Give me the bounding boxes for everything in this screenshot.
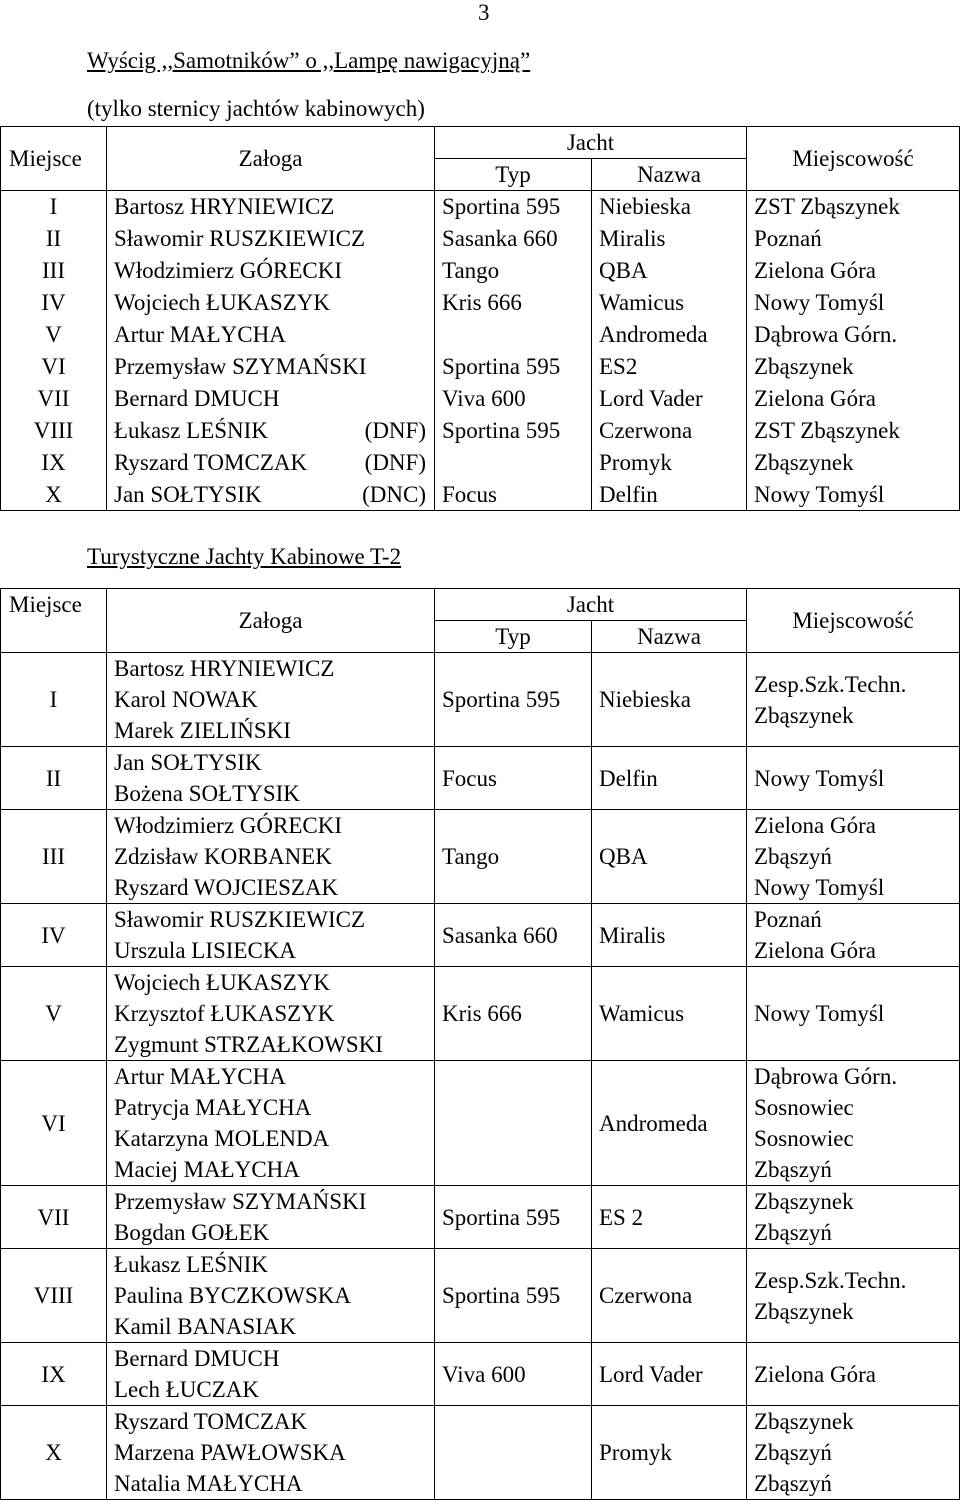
yacht-type-cell: Sasanka 660 bbox=[435, 223, 592, 255]
crew-cell bbox=[107, 287, 435, 319]
crew-cell bbox=[107, 415, 435, 447]
crew-cell bbox=[107, 747, 435, 810]
town-line: Zbąszyń bbox=[754, 1157, 832, 1182]
yacht-type-cell: Sasanka 660 bbox=[435, 904, 592, 967]
yacht-name-cell: Lord Vader bbox=[592, 1343, 747, 1406]
table-row bbox=[1, 287, 960, 319]
town-cell bbox=[747, 810, 960, 904]
town-cell bbox=[747, 967, 960, 1061]
town-line: Zbąszyń bbox=[754, 1440, 832, 1465]
town-cell: Zbąszynek bbox=[747, 447, 960, 479]
crew-cell bbox=[107, 479, 435, 511]
crew-member: Natalia MAŁYCHA bbox=[114, 1471, 303, 1496]
table-row bbox=[1, 904, 960, 967]
town-cell bbox=[747, 1186, 960, 1249]
header-type: Typ bbox=[435, 159, 592, 191]
header-place: Miejsce bbox=[1, 127, 107, 191]
town-line: Zielona Góra bbox=[754, 938, 876, 963]
town-line: Zesp.Szk.Techn. bbox=[754, 1267, 907, 1293]
place-cell: X bbox=[1, 479, 107, 511]
yacht-type-cell: Tango bbox=[435, 255, 592, 287]
crew-cell bbox=[107, 1186, 435, 1249]
place-cell: VII bbox=[1, 1186, 107, 1249]
crew-member: Maciej MAŁYCHA bbox=[114, 1157, 300, 1182]
table-row bbox=[1, 383, 960, 415]
town-cell: ZST Zbąszynek bbox=[747, 191, 960, 223]
header-yacht: Jacht bbox=[435, 127, 747, 159]
town-cell bbox=[747, 1061, 960, 1186]
crew-cell bbox=[107, 191, 435, 223]
yacht-type-cell bbox=[435, 1061, 592, 1186]
town-line: Zesp.Szk.Techn. bbox=[754, 671, 907, 697]
table-row bbox=[1, 319, 960, 351]
crew-member: Łukasz LEŚNIK bbox=[114, 1252, 268, 1277]
crew-member: Jan SOŁTYSIK bbox=[114, 750, 262, 775]
crew-cell bbox=[107, 653, 435, 747]
crew-member: Marzena PAWŁOWSKA bbox=[114, 1440, 346, 1465]
crew-cell bbox=[107, 1343, 435, 1406]
header-town: Miejscowość bbox=[747, 127, 960, 191]
place-cell: III bbox=[1, 255, 107, 287]
crew-member: Zdzisław KORBANEK bbox=[114, 844, 332, 869]
yacht-type-cell: Sportina 595 bbox=[435, 415, 592, 447]
table-row bbox=[1, 191, 960, 223]
crew-member: Katarzyna MOLENDA bbox=[114, 1126, 330, 1151]
table-row bbox=[1, 810, 960, 904]
town-cell: Poznań bbox=[747, 223, 960, 255]
crew-cell bbox=[107, 319, 435, 351]
yacht-type-cell bbox=[435, 447, 592, 479]
table-row bbox=[1, 447, 960, 479]
town-line: Zbąszynek bbox=[754, 1189, 854, 1214]
yacht-type-cell: Focus bbox=[435, 747, 592, 810]
yacht-type-cell: Sportina 595 bbox=[435, 191, 592, 223]
crew-name: Ryszard TOMCZAK bbox=[114, 449, 308, 475]
crew-name: Włodzimierz GÓRECKI bbox=[114, 257, 343, 283]
town-line: Poznań bbox=[754, 907, 822, 932]
place-cell: VIII bbox=[1, 415, 107, 447]
yacht-name-cell: Niebieska bbox=[592, 191, 747, 223]
crew-member: Włodzimierz GÓRECKI bbox=[114, 813, 343, 838]
yacht-name-cell: Czerwona bbox=[592, 1249, 747, 1343]
town-cell bbox=[747, 1343, 960, 1406]
section1-title: Wyścig ,,Samotników” o ,,Lampę nawigacyjną” bbox=[87, 48, 531, 73]
header-yacht: Jacht bbox=[435, 589, 747, 621]
table-row bbox=[1, 1249, 960, 1343]
yacht-type-cell: Sportina 595 bbox=[435, 653, 592, 747]
results-table-1 bbox=[0, 126, 960, 511]
yacht-name-cell: Miralis bbox=[592, 223, 747, 255]
status-note: (DNF) bbox=[364, 417, 426, 443]
town-cell: Zbąszynek bbox=[747, 351, 960, 383]
town-cell: Zielona Góra bbox=[747, 383, 960, 415]
town-line: Sosnowiec bbox=[754, 1095, 854, 1120]
crew-cell bbox=[107, 1249, 435, 1343]
yacht-name-cell: Niebieska bbox=[592, 653, 747, 747]
crew-member: Paulina BYCZKOWSKA bbox=[114, 1283, 352, 1308]
crew-member: Bernard DMUCH bbox=[114, 1346, 280, 1371]
place-cell: IX bbox=[1, 1343, 107, 1406]
status-note: (DNC) bbox=[362, 481, 426, 507]
yacht-name-cell: Lord Vader bbox=[592, 383, 747, 415]
town-line: Zbąszynek bbox=[754, 702, 854, 728]
header-type: Typ bbox=[435, 621, 592, 653]
crew-cell bbox=[107, 351, 435, 383]
crew-cell bbox=[107, 447, 435, 479]
yacht-type-cell: Kris 666 bbox=[435, 287, 592, 319]
table-row bbox=[1, 967, 960, 1061]
place-cell: IV bbox=[1, 904, 107, 967]
crew-name: Przemysław SZYMAŃSKI bbox=[114, 353, 367, 379]
yacht-type-cell: Sportina 595 bbox=[435, 1249, 592, 1343]
crew-cell bbox=[107, 967, 435, 1061]
yacht-type-cell: Sportina 595 bbox=[435, 1186, 592, 1249]
place-cell: II bbox=[1, 223, 107, 255]
town-cell bbox=[747, 653, 960, 747]
place-cell: I bbox=[1, 191, 107, 223]
crew-cell bbox=[107, 1061, 435, 1186]
yacht-name-cell: Andromeda bbox=[592, 319, 747, 351]
town-cell: Zielona Góra bbox=[747, 255, 960, 287]
table-row bbox=[1, 653, 960, 747]
header-town: Miejscowość bbox=[747, 589, 960, 653]
place-cell: X bbox=[1, 1406, 107, 1500]
place-cell: VII bbox=[1, 383, 107, 415]
town-cell: Nowy Tomyśl bbox=[747, 479, 960, 511]
yacht-type-cell bbox=[435, 1406, 592, 1500]
crew-member: Zygmunt STRZAŁKOWSKI bbox=[114, 1032, 383, 1057]
crew-member: Urszula LISIECKA bbox=[114, 938, 297, 963]
town-line: Dąbrowa Górn. bbox=[754, 1064, 898, 1089]
town-line: Zbąszyń bbox=[754, 1471, 832, 1496]
table-row bbox=[1, 223, 960, 255]
crew-member: Ryszard TOMCZAK bbox=[114, 1409, 308, 1434]
header-name: Nazwa bbox=[592, 621, 747, 653]
crew-cell bbox=[107, 255, 435, 287]
yacht-type-cell: Viva 600 bbox=[435, 383, 592, 415]
town-cell: Nowy Tomyśl bbox=[747, 287, 960, 319]
place-cell: II bbox=[1, 747, 107, 810]
yacht-type-cell: Tango bbox=[435, 810, 592, 904]
yacht-name-cell: ES 2 bbox=[592, 1186, 747, 1249]
place-cell: IV bbox=[1, 287, 107, 319]
place-cell: VI bbox=[1, 1061, 107, 1186]
crew-cell bbox=[107, 904, 435, 967]
town-line: Zbąszynek bbox=[754, 1409, 854, 1434]
crew-member: Bogdan GOŁEK bbox=[114, 1220, 270, 1245]
crew-member: Artur MAŁYCHA bbox=[114, 1064, 286, 1089]
header-crew: Załoga bbox=[107, 127, 435, 191]
place-cell: III bbox=[1, 810, 107, 904]
yacht-name-cell: Wamicus bbox=[592, 287, 747, 319]
header-name: Nazwa bbox=[592, 159, 747, 191]
yacht-name-cell: QBA bbox=[592, 255, 747, 287]
yacht-name-cell: Miralis bbox=[592, 904, 747, 967]
town-line: Zbąszyń bbox=[754, 1220, 832, 1245]
town-cell bbox=[747, 1406, 960, 1500]
town-cell bbox=[747, 1249, 960, 1343]
table-row bbox=[1, 1061, 960, 1186]
yacht-name-cell: Promyk bbox=[592, 447, 747, 479]
place-cell: IX bbox=[1, 447, 107, 479]
place-cell: I bbox=[1, 653, 107, 747]
yacht-name-cell: Wamicus bbox=[592, 967, 747, 1061]
crew-member: Przemysław SZYMAŃSKI bbox=[114, 1189, 367, 1214]
header-place: Miejsce bbox=[1, 589, 107, 653]
header-crew: Załoga bbox=[107, 589, 435, 653]
status-note: (DNF) bbox=[364, 449, 426, 475]
yacht-type-cell: Focus bbox=[435, 479, 592, 511]
table-row bbox=[1, 351, 960, 383]
crew-member: Lech ŁUCZAK bbox=[114, 1377, 259, 1402]
town-line: Nowy Tomyśl bbox=[754, 765, 885, 791]
town-line: Zielona Góra bbox=[754, 1361, 876, 1387]
yacht-name-cell: Czerwona bbox=[592, 415, 747, 447]
town-cell: ZST Zbąszynek bbox=[747, 415, 960, 447]
crew-name: Artur MAŁYCHA bbox=[114, 321, 286, 347]
table-row bbox=[1, 415, 960, 447]
crew-member: Marek ZIELIŃSKI bbox=[114, 718, 291, 743]
results-table-2 bbox=[0, 588, 960, 1500]
crew-member: Ryszard WOJCIESZAK bbox=[114, 875, 339, 900]
section1-subtitle: (tylko sternicy jachtów kabinowych) bbox=[87, 96, 425, 121]
town-line: Nowy Tomyśl bbox=[754, 1001, 885, 1026]
table-row bbox=[1, 747, 960, 810]
town-cell: Dąbrowa Górn. bbox=[747, 319, 960, 351]
crew-cell bbox=[107, 810, 435, 904]
crew-name: Wojciech ŁUKASZYK bbox=[114, 289, 330, 315]
crew-member: Krzysztof ŁUKASZYK bbox=[114, 1001, 335, 1026]
town-line: Zielona Góra bbox=[754, 813, 876, 838]
crew-name: Jan SOŁTYSIK bbox=[114, 481, 262, 507]
crew-member: Karol NOWAK bbox=[114, 687, 258, 712]
town-line: Zbąszynek bbox=[754, 1298, 854, 1324]
crew-cell bbox=[107, 1406, 435, 1500]
table-row bbox=[1, 1343, 960, 1406]
yacht-name-cell: Andromeda bbox=[592, 1061, 747, 1186]
table-row bbox=[1, 255, 960, 287]
town-cell bbox=[747, 747, 960, 810]
crew-cell bbox=[107, 223, 435, 255]
yacht-name-cell: Delfin bbox=[592, 747, 747, 810]
place-cell: VI bbox=[1, 351, 107, 383]
crew-name: Bartosz HRYNIEWICZ bbox=[114, 194, 335, 219]
crew-name: Sławomir RUSZKIEWICZ bbox=[114, 225, 366, 251]
table-row bbox=[1, 1406, 960, 1500]
yacht-name-cell: ES2 bbox=[592, 351, 747, 383]
table-row bbox=[1, 479, 960, 511]
crew-member: Bożena SOŁTYSIK bbox=[114, 781, 300, 806]
yacht-type-cell bbox=[435, 319, 592, 351]
crew-cell bbox=[107, 383, 435, 415]
yacht-name-cell: Promyk bbox=[592, 1406, 747, 1500]
yacht-type-cell: Viva 600 bbox=[435, 1343, 592, 1406]
section2-title: Turystyczne Jachty Kabinowe T-2 bbox=[87, 544, 402, 569]
yacht-type-cell: Sportina 595 bbox=[435, 351, 592, 383]
crew-name: Bernard DMUCH bbox=[114, 385, 280, 411]
town-line: Zbąszyń bbox=[754, 844, 832, 869]
crew-member: Kamil BANASIAK bbox=[114, 1314, 297, 1339]
place-cell: V bbox=[1, 319, 107, 351]
crew-name: Łukasz LEŚNIK bbox=[114, 417, 268, 443]
town-cell bbox=[747, 904, 960, 967]
crew-member: Wojciech ŁUKASZYK bbox=[114, 970, 330, 995]
crew-member: Bartosz HRYNIEWICZ bbox=[114, 656, 335, 681]
town-line: Nowy Tomyśl bbox=[754, 875, 885, 900]
place-cell: V bbox=[1, 967, 107, 1061]
place-cell: VIII bbox=[1, 1249, 107, 1343]
table-row bbox=[1, 1186, 960, 1249]
crew-member: Sławomir RUSZKIEWICZ bbox=[114, 907, 366, 932]
yacht-name-cell: QBA bbox=[592, 810, 747, 904]
crew-member: Patrycja MAŁYCHA bbox=[114, 1095, 312, 1120]
yacht-type-cell: Kris 666 bbox=[435, 967, 592, 1061]
page-number: 3 bbox=[478, 0, 490, 25]
yacht-name-cell: Delfin bbox=[592, 479, 747, 511]
town-line: Sosnowiec bbox=[754, 1126, 854, 1151]
